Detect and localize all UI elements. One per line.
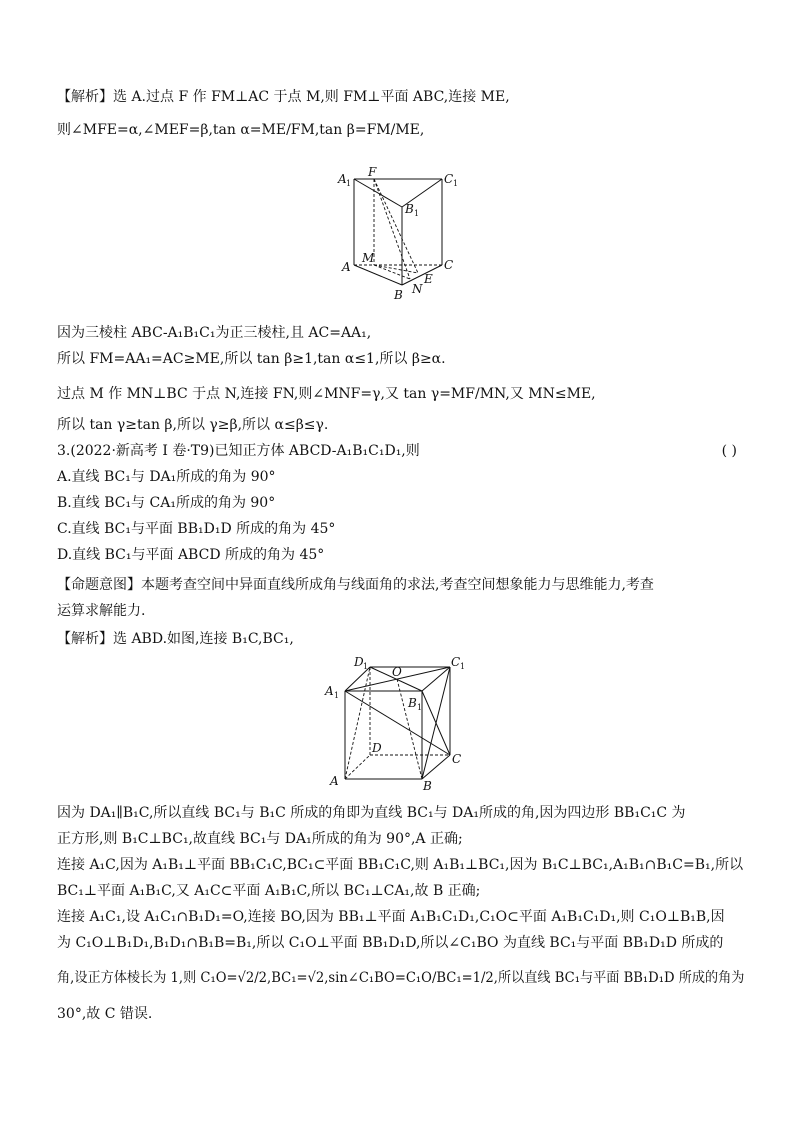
body-p2-line-2: BC₁⊥平面 A₁B₁C,又 A₁C⊂平面 A₁B₁C,所以 BC₁⊥CA₁,故 B 正确; [57, 883, 481, 899]
label-B: B [423, 779, 432, 793]
label-O: O [392, 665, 402, 679]
label-A1-sub: 1 [346, 179, 352, 188]
para-1-line-4: 所以 tan γ≥tan β,所以 γ≥β,所以 α≤β≤γ. [57, 417, 329, 433]
label-A1: A [325, 684, 334, 698]
label-B1: B [408, 696, 417, 710]
cube-figure [320, 655, 470, 795]
option-B: B.直线 BC₁与 CA₁所成的角为 90° [57, 495, 276, 511]
body-p2-line-1: 连接 A₁C,因为 A₁B₁⊥平面 BB₁C₁C,BC₁⊂平面 BB₁C₁C,则 A₁B₁⊥BC₁,因为 B₁C⊥BC₁,A₁B₁∩B₁C=B₁,所以 [57, 857, 744, 873]
label-M: M [362, 251, 375, 265]
body-p3-line-1: 连接 A₁C₁,设 A₁C₁∩B₁D₁=O,连接 BO,因为 BB₁⊥平面 A₁B₁C₁D₁,C₁O⊂平面 A₁B₁C₁D₁,则 C₁O⊥B₁B,因 [57, 909, 725, 925]
body-p1-line-2: 正方形,则 B₁C⊥BC₁,故直线 BC₁与 DA₁所成的角为 90°,A 正确; [57, 831, 463, 847]
label-C: C [452, 752, 462, 766]
label-C1: C [444, 172, 454, 186]
label-C1: C [451, 655, 461, 669]
label-F: F [368, 165, 377, 179]
label-E: E [424, 272, 433, 286]
label-B: B [394, 288, 403, 302]
analysis-1-line-1: 【解析】选 A.过点 F 作 FM⊥AC 于点 M,则 FM⊥平面 ABC,连接 ME, [57, 89, 510, 105]
option-A: A.直线 BC₁与 DA₁所成的角为 90° [57, 469, 276, 485]
question-3-stem: 3.(2022·新高考 Ⅰ 卷·T9)已知正方体 ABCD-A₁B₁C₁D₁,则 [57, 443, 420, 459]
label-C: C [444, 258, 454, 272]
body-p1-line-1: 因为 DA₁∥B₁C,所以直线 BC₁与 B₁C 所成的角即为直线 BC₁与 DA₁所成的角,因为四边形 BB₁C₁C 为 [57, 805, 686, 821]
label-N: N [412, 282, 423, 296]
label-A1-sub: 1 [334, 691, 340, 700]
para-1-line-2: 所以 FM=AA₁=AC≥ME,所以 tan β≥1,tan α≤1,所以 β≥α. [57, 351, 446, 367]
intent-line-2: 运算求解能力. [57, 603, 146, 619]
body-p3-line-3: 角,设正方体棱长为 1,则 C₁O=√2/2,BC₁=√2,sin∠C₁BO=C₁O/BC₁=1/2,所以直线 BC₁与平面 BB₁D₁D 所成的角为 [57, 970, 745, 986]
label-D1: D [354, 655, 364, 669]
label-D1-sub: 1 [363, 662, 369, 671]
intent-line-1: 【命题意图】本题考查空间中异面直线所成角与线面角的求法,考查空间想象能力与思维能力,考查 [57, 577, 654, 593]
option-D: D.直线 BC₁与平面 ABCD 所成的角为 45° [57, 547, 325, 563]
label-D: D [372, 741, 382, 755]
label-B1: B [405, 202, 414, 216]
body-p3-line-2: 为 C₁O⊥B₁D₁,B₁D₁∩B₁B=B₁,所以 C₁O⊥平面 BB₁D₁D,所以∠C₁BO 为直线 BC₁与平面 BB₁D₁D 所成的 [57, 935, 724, 951]
label-A: A [330, 774, 339, 788]
body-p3-line-4: 30°,故 C 错误. [57, 1006, 153, 1022]
option-C: C.直线 BC₁与平面 BB₁D₁D 所成的角为 45° [57, 521, 336, 537]
label-B1-sub: 1 [414, 209, 420, 218]
label-C1-sub: 1 [460, 662, 466, 671]
analysis-1-line-2: 则∠MFE=α,∠MEF=β,tan α=ME/FM,tan β=FM/ME, [57, 122, 425, 138]
label-B1-sub: 1 [417, 703, 423, 712]
label-A1: A [338, 172, 347, 186]
prism-figure [330, 165, 470, 305]
para-1-line-3: 过点 M 作 MN⊥BC 于点 N,连接 FN,则∠MNF=γ,又 tan γ=MF/MN,又 MN≤ME, [57, 386, 596, 402]
answer-paren: ( ) [721, 443, 737, 459]
analysis-2-line-1: 【解析】选 ABD.如图,连接 B₁C,BC₁, [57, 631, 294, 647]
label-C1-sub: 1 [453, 179, 459, 188]
para-1-line-1: 因为三棱柱 ABC-A₁B₁C₁为正三棱柱,且 AC=AA₁, [57, 325, 372, 341]
label-A: A [342, 260, 351, 274]
